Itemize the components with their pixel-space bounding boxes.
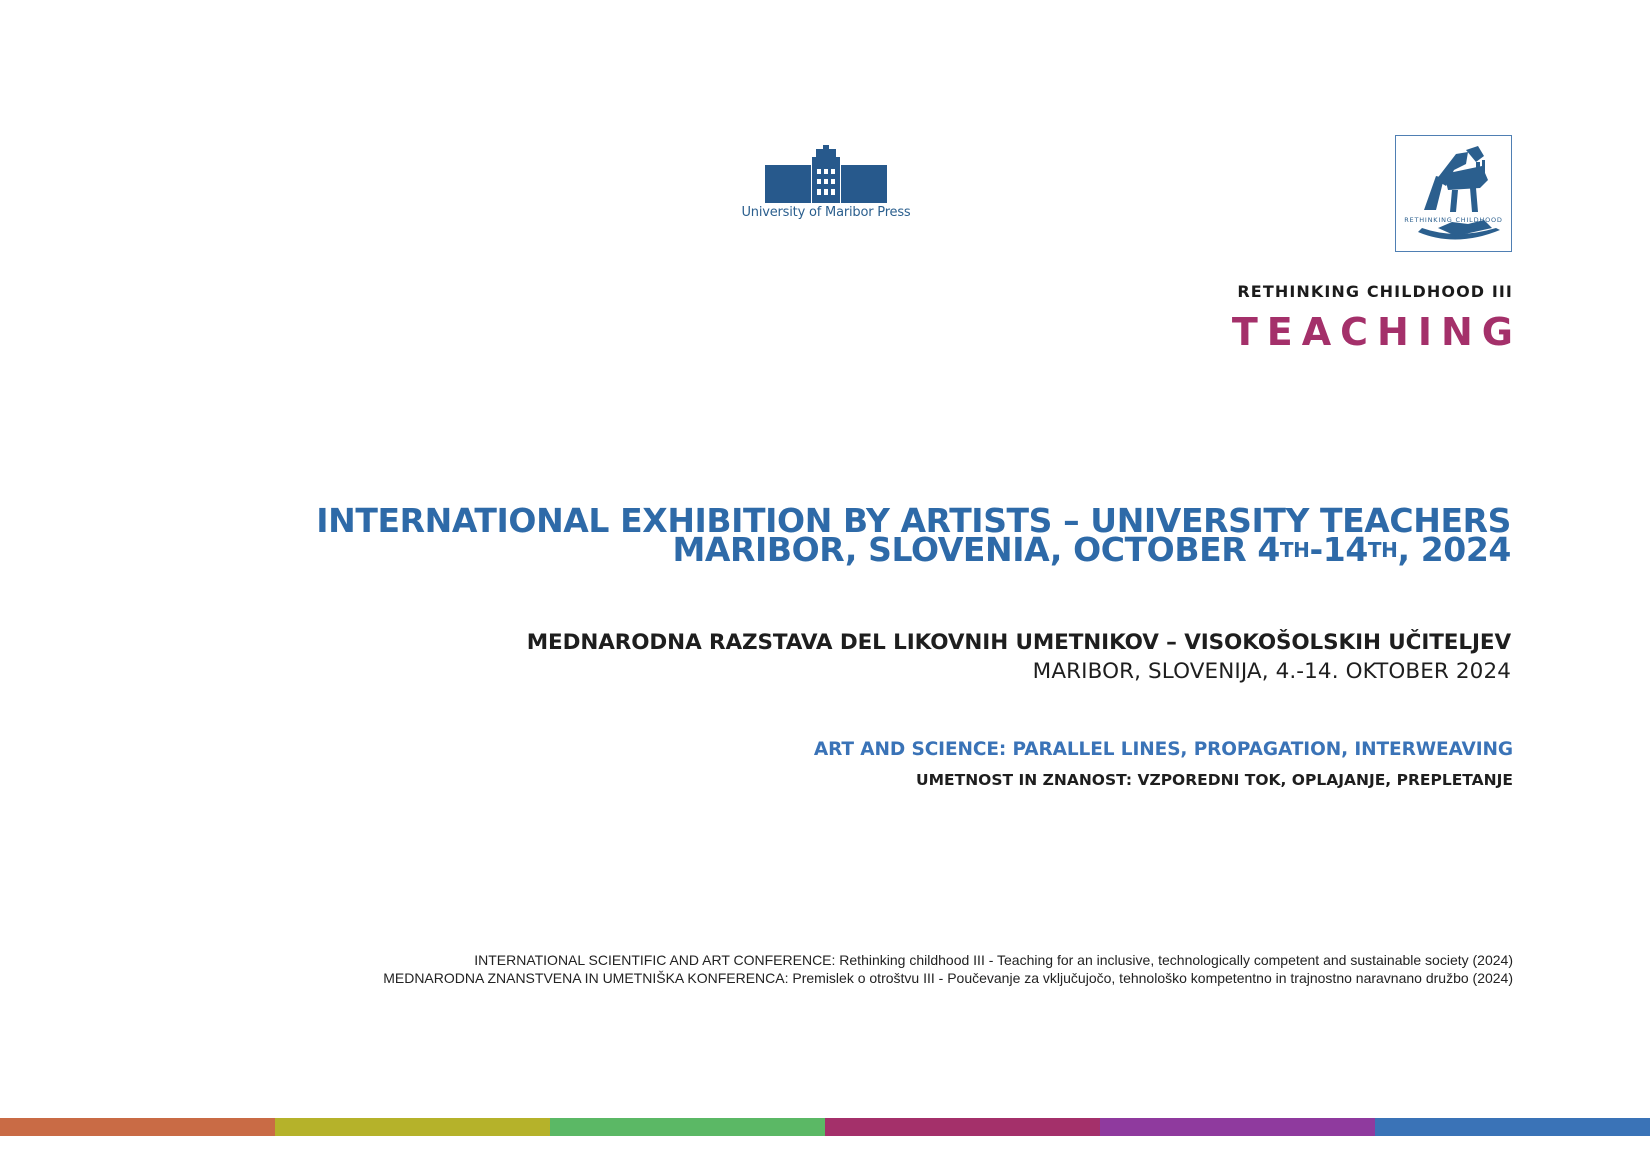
exhibition-title-en: [316, 501, 1511, 569]
conference-name-sl: MEDNARODNA ZNANSTVENA IN UMETNIŠKA KONFERENCA: Premislek o otroštvu III - Poučevanje za vključujočo, tehnološko kompetentno in trajnostno naravnano družbo (2024): [383, 970, 1513, 986]
exhibition-date-sl: MARIBOR, SLOVENIJA, 4.-14. OKTOBER 2024: [1032, 659, 1511, 684]
exhibition-date-prefix: MARIBOR, SLOVENIA, OCTOBER 4: [672, 530, 1280, 569]
university-building-icon: [765, 145, 887, 203]
color-bar: [0, 1118, 1650, 1136]
color-bar-segment: [1100, 1118, 1375, 1136]
conference-series: RETHINKING CHILDHOOD III: [1237, 282, 1513, 301]
color-bar-segment: [275, 1118, 550, 1136]
exhibition-subtitle-sl: UMETNOST IN ZNANOST: VZPOREDNI TOK, OPLAJANJE, PREPLETANJE: [916, 771, 1513, 789]
exhibition-subtitle-en: ART AND SCIENCE: PARALLEL LINES, PROPAGATION, INTERWEAVING: [813, 739, 1513, 760]
ordinal-suffix: TH: [1279, 538, 1310, 562]
ordinal-suffix: TH: [1367, 538, 1398, 562]
rocking-horse-icon: [1396, 136, 1513, 253]
press-name: University of Maribor Press: [741, 205, 911, 220]
exhibition-date-suffix: , 2024: [1397, 530, 1511, 569]
rethinking-childhood-logo: [1395, 135, 1512, 252]
color-bar-segment: [1375, 1118, 1650, 1136]
exhibition-title-sl: MEDNARODNA RAZSTAVA DEL LIKOVNIH UMETNIKOV – VISOKOŠOLSKIH UČITELJEV: [526, 630, 1511, 655]
conference-name-en: INTERNATIONAL SCIENTIFIC AND ART CONFERENCE: Rethinking childhood III - Teaching for an inclusive, technologically competent and sustainable society (2024): [474, 952, 1513, 968]
color-bar-segment: [825, 1118, 1100, 1136]
color-bar-segment: [0, 1118, 275, 1136]
exhibition-title-en-line1: INTERNATIONAL EXHIBITION BY ARTISTS – UNIVERSITY TEACHERS: [316, 501, 1511, 540]
conference-theme: TEACHING: [1231, 310, 1522, 354]
exhibition-date-mid: -14: [1309, 530, 1368, 569]
color-bar-segment: [550, 1118, 825, 1136]
rethinking-childhood-logo-text: RETHINKING CHILDHOOD: [1404, 216, 1503, 224]
university-of-maribor-press-logo: [740, 145, 910, 225]
